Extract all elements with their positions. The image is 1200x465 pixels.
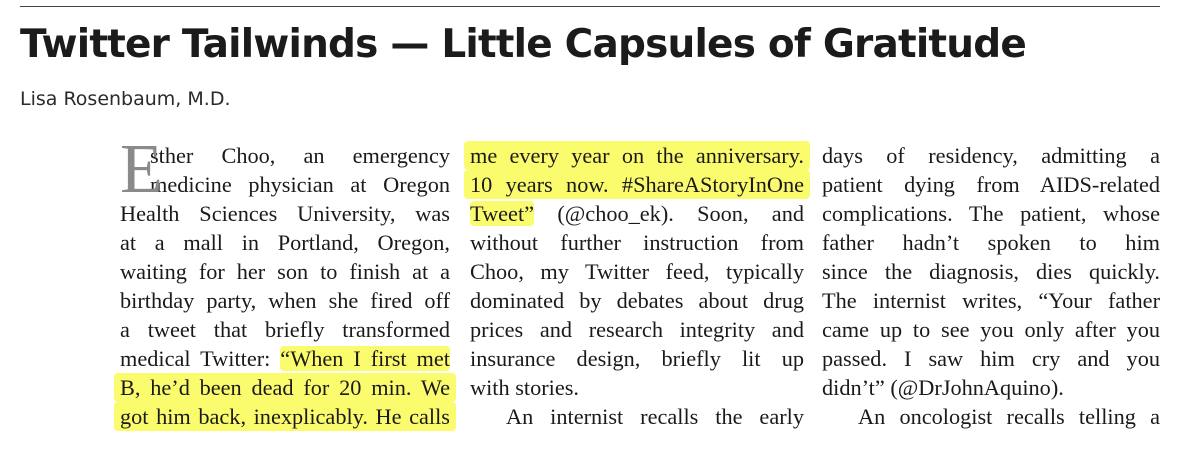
article-title: Twitter Tailwinds — Little Capsules of Gratitude xyxy=(20,22,1026,67)
text-line: without further instruction from xyxy=(470,230,804,255)
text-line: insurance design, briefly lit up xyxy=(470,346,804,371)
text-fragment: medical Twitter: xyxy=(120,346,281,371)
top-rule xyxy=(20,6,1160,7)
text-line: came up to see you only after you xyxy=(822,317,1160,342)
text-line: father hadn’t spoken to him xyxy=(822,230,1160,255)
text-line: since the diagnosis, dies quickly. xyxy=(822,259,1160,284)
highlighted-text: B, he’d been dead for 20 min. We xyxy=(114,373,456,402)
text-line: medicine physician at Oregon xyxy=(150,172,450,197)
text-line: didn’t” (@DrJohnAquino). xyxy=(822,375,1064,400)
column-3 xyxy=(822,141,1160,431)
text-line: waiting for her son to finish at a xyxy=(120,259,450,284)
text-line: An oncologist recalls telling a xyxy=(858,404,1160,429)
author-byline: Lisa Rosenbaum, M.D. xyxy=(20,88,231,110)
text-line xyxy=(120,344,450,373)
text-line: prices and research integrity and xyxy=(470,317,804,342)
text-line: Choo, my Twitter feed, typically xyxy=(470,259,804,284)
drop-cap: E xyxy=(120,131,163,208)
text-line xyxy=(470,199,804,228)
text-line: dominated by debates about drug xyxy=(470,288,804,313)
column-2 xyxy=(470,141,804,431)
highlighted-text: Tweet” xyxy=(470,201,535,226)
highlighted-text: got him back, inexplicably. He calls xyxy=(114,402,456,431)
highlighted-text: “When I first met xyxy=(280,346,450,371)
text-line: complications. The patient, whose xyxy=(822,201,1160,226)
text-line: a tweet that briefly transformed xyxy=(120,317,450,342)
text-line: birthday party, when she fired off xyxy=(120,288,450,313)
text-line xyxy=(120,373,450,402)
text-fragment: (@choo_ek). Soon, and xyxy=(534,201,804,226)
text-line: days of residency, admitting a xyxy=(822,143,1160,168)
text-line: patient dying from AIDS-related xyxy=(822,172,1160,197)
highlighted-text: me every year on the anniversary. xyxy=(464,141,810,170)
text-line xyxy=(470,141,804,170)
text-line xyxy=(470,170,804,199)
text-line: at a mall in Portland, Oregon, xyxy=(120,230,450,255)
text-line: sther Choo, an emergency xyxy=(150,143,450,168)
text-line: Health Sciences University, was xyxy=(120,201,450,226)
text-line xyxy=(120,402,450,431)
text-line: The internist writes, “Your father xyxy=(822,288,1160,313)
text-line: with stories. xyxy=(470,375,580,400)
text-line: An internist recalls the early xyxy=(506,404,804,429)
column-1 xyxy=(120,131,450,431)
highlighted-text: 10 years now. #ShareAStoryInOne xyxy=(464,170,810,199)
text-line: passed. I saw him cry and you xyxy=(822,346,1160,371)
